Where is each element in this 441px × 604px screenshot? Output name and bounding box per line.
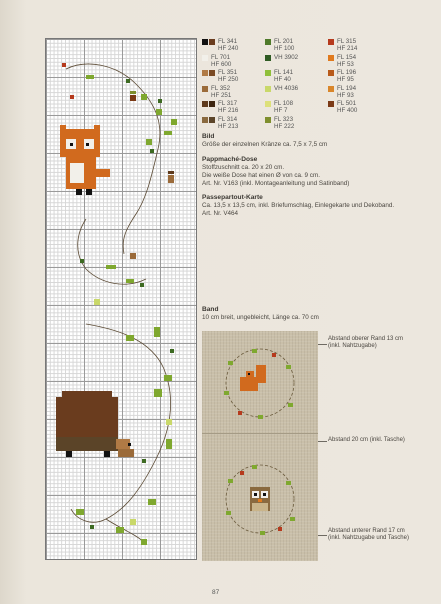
dose-heading: Pappmaché-Dose — [202, 156, 258, 163]
annotation-text: Abstand 20 cm (inkl. Tasche) — [328, 437, 405, 443]
annotation-bottom — [328, 528, 409, 543]
legend-item — [265, 116, 328, 130]
swatch-square — [202, 86, 208, 92]
legend-item — [202, 54, 265, 68]
legend-item — [328, 100, 391, 114]
swatch-square — [328, 55, 334, 61]
karte-section — [202, 194, 407, 218]
karte-line: Ca. 13,5 x 13,5 cm, inkl. Briefumschlag, Einlegekarte und Dekoband. — [202, 201, 395, 209]
yarn-code: HF 214 — [337, 45, 358, 52]
legend-item — [265, 38, 328, 52]
yarn-codes — [274, 38, 294, 52]
bild-section — [202, 133, 407, 149]
yarn-code: FL 323 — [274, 115, 294, 123]
yarn-codes — [211, 54, 231, 68]
swatch-square — [209, 70, 215, 76]
annotation-line — [318, 441, 327, 442]
swatch-square — [328, 70, 334, 76]
legend-item — [328, 85, 391, 99]
yarn-code: FL 108 — [274, 100, 294, 107]
color-swatch — [328, 86, 334, 92]
yarn-codes — [274, 69, 293, 83]
yarn-code: FL 314 — [218, 115, 238, 123]
color-swatch — [265, 55, 271, 61]
yarn-code: FL 141 — [274, 69, 294, 76]
yarn-code: FL 352 — [211, 84, 231, 92]
legend-row — [202, 116, 402, 132]
color-swatch — [265, 86, 271, 92]
yarn-code: HF 216 — [218, 107, 239, 114]
yarn-code: HF 222 — [274, 122, 295, 130]
yarn-code: HF 53 — [337, 60, 354, 68]
annotation-text: (inkl. Nahtzugabe) — [328, 343, 377, 350]
color-swatch — [202, 39, 215, 45]
legend-item — [202, 38, 265, 52]
yarn-code: FL 201 — [274, 38, 294, 45]
band-photo — [202, 331, 318, 561]
swatch-square — [265, 70, 271, 76]
yarn-codes — [218, 69, 238, 83]
legend-item — [202, 100, 265, 114]
color-swatch — [265, 101, 271, 107]
legend-item — [328, 54, 391, 68]
legend-item — [265, 85, 328, 92]
legend-item — [328, 38, 391, 52]
yarn-codes — [218, 100, 238, 114]
yarn-codes — [274, 100, 293, 114]
swatch-square — [328, 39, 334, 45]
yarn-codes — [337, 54, 356, 68]
page-number: 87 — [212, 589, 220, 596]
legend-row — [202, 54, 402, 70]
band-heading: Band — [202, 306, 219, 313]
yarn-code: HF 400 — [337, 107, 358, 114]
yarn-code: FL 351 — [218, 69, 238, 76]
color-swatch — [328, 55, 334, 61]
yarn-codes — [337, 38, 357, 52]
yarn-code: HF 600 — [211, 60, 232, 68]
fox-motif — [60, 125, 110, 195]
bild-heading: Bild — [202, 133, 215, 140]
yarn-code: FL 196 — [337, 69, 357, 76]
annotation-text: (inkl. Nahtzugabe und Tasche) — [328, 535, 409, 542]
yarn-codes — [274, 54, 298, 61]
color-swatch — [265, 70, 271, 76]
swatch-square — [265, 55, 271, 61]
owl-icon — [250, 487, 270, 511]
color-legend — [202, 38, 402, 131]
vine — [106, 519, 146, 544]
annotation-top — [328, 336, 403, 351]
legend-row — [202, 100, 402, 116]
yarn-code: FL 701 — [211, 53, 231, 61]
yarn-code: FL 501 — [337, 100, 357, 107]
legend-item — [202, 116, 265, 130]
legend-item — [265, 69, 328, 83]
yarn-code: VH 3902 — [274, 53, 299, 61]
color-swatch — [265, 39, 271, 45]
legend-row — [202, 38, 402, 54]
bild-text: Größe der einzelnen Kränze ca. 7,5 x 7,5 cm — [202, 140, 328, 148]
yarn-code: HF 100 — [274, 45, 295, 52]
legend-item — [265, 100, 328, 114]
dose-line: Die weiße Dose hat einen Ø von ca. 9 cm. — [202, 171, 320, 179]
yarn-code: HF 93 — [337, 91, 354, 99]
yarn-code: FL 154 — [337, 53, 357, 61]
yarn-code: HF 213 — [218, 122, 239, 130]
yarn-code: HF 240 — [218, 45, 239, 52]
swatch-square — [209, 101, 215, 107]
annotation-line — [318, 535, 327, 536]
swatch-square — [202, 101, 208, 107]
dose-line: Stoffzuschnitt ca. 20 x 20 cm. — [202, 163, 285, 171]
annotation-text: Abstand unterer Rand 17 cm — [328, 528, 405, 534]
annotation-middle — [328, 437, 405, 444]
band-text: 10 cm breit, ungebleicht, Länge ca. 70 cm — [202, 313, 319, 321]
swatch-square — [202, 55, 208, 61]
swatch-square — [209, 39, 215, 45]
swatch-square — [265, 39, 271, 45]
legend-item — [265, 54, 328, 61]
yarn-code: VH 4036 — [274, 84, 299, 92]
color-swatch — [328, 101, 334, 107]
vine — [78, 219, 146, 284]
color-swatch — [265, 117, 271, 123]
yarn-code: HF 40 — [274, 76, 291, 83]
swatch-square — [202, 70, 208, 76]
squirrel-icon — [240, 365, 266, 391]
swatch-square — [202, 117, 208, 123]
yarn-code: FL 317 — [218, 100, 238, 107]
legend-row — [202, 85, 402, 101]
legend-item — [328, 69, 391, 83]
color-swatch — [202, 55, 208, 61]
cross-stitch-chart — [45, 38, 197, 560]
annotation-line — [318, 344, 327, 345]
color-swatch — [202, 86, 208, 92]
chart-motifs — [46, 39, 198, 561]
swatch-square — [265, 117, 271, 123]
swatch-square — [209, 117, 215, 123]
legend-item — [202, 69, 265, 83]
photo-divider — [202, 433, 318, 434]
swatch-square — [265, 101, 271, 107]
yarn-codes — [337, 85, 356, 99]
color-swatch — [202, 70, 215, 76]
yarn-codes — [274, 116, 294, 130]
swatch-square — [202, 39, 208, 45]
color-swatch — [328, 70, 334, 76]
legend-row — [202, 69, 402, 85]
yarn-codes — [211, 85, 231, 99]
color-swatch — [202, 117, 215, 123]
yarn-codes — [337, 100, 357, 114]
yarn-code: HF 250 — [218, 76, 239, 83]
yarn-code: FL 341 — [218, 38, 238, 45]
legend-item — [202, 85, 265, 99]
swatch-square — [328, 101, 334, 107]
yarn-code: HF 251 — [211, 91, 232, 99]
yarn-codes — [218, 38, 238, 52]
color-swatch — [202, 101, 215, 107]
annotation-text: Abstand oberer Rand 13 cm — [328, 336, 404, 342]
color-swatch — [328, 39, 334, 45]
yarn-codes — [337, 69, 356, 83]
swatch-square — [328, 86, 334, 92]
swatch-square — [265, 86, 271, 92]
karte-heading: Passepartout-Karte — [202, 194, 263, 201]
karte-line: Art. Nr. V464 — [202, 209, 239, 217]
yarn-code: HF 95 — [337, 76, 354, 83]
band-section — [202, 306, 407, 322]
yarn-codes — [218, 116, 238, 130]
dose-section — [202, 156, 407, 188]
yarn-code: FL 315 — [337, 38, 357, 45]
hedgehog-motif — [56, 391, 131, 457]
yarn-code: HF 7 — [274, 107, 288, 114]
dose-line: Art. Nr. V163 (inkl. Montageanleitung und Satinband) — [202, 179, 350, 187]
yarn-code: FL 194 — [337, 84, 357, 92]
yarn-codes — [274, 85, 298, 92]
